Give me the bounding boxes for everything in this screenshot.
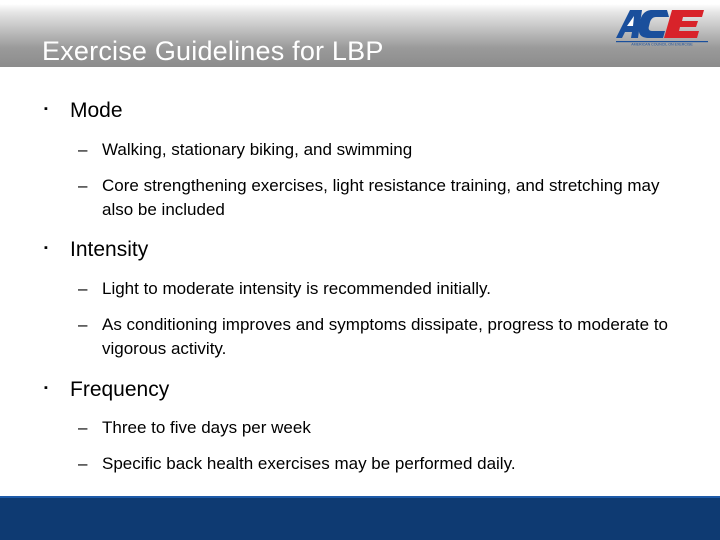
ace-logo [612, 4, 712, 46]
sub-bullet-text: Light to moderate intensity is recommended initially. [102, 279, 491, 298]
svg-text:AMERICAN COUNCIL ON EXERCISE: AMERICAN COUNCIL ON EXERCISE [631, 42, 693, 46]
square-bullet-icon: ▪ [44, 382, 48, 394]
sub-bullet-text: Specific back health exercises may be performed daily. [102, 454, 516, 473]
slide-title: Exercise Guidelines for LBP [42, 36, 384, 66]
section-heading: Intensity [70, 238, 149, 261]
dash-bullet-icon: – [78, 418, 88, 437]
slide-header [0, 0, 720, 67]
slide-footer-bar [0, 496, 720, 540]
sub-bullet-text: Walking, stationary biking, and swimming [102, 140, 413, 159]
sub-bullet-text: As conditioning improves and symptoms dissipate, progress to moderate to vigorous activity. [102, 315, 668, 358]
section-heading: Frequency [70, 378, 170, 401]
dash-bullet-icon: – [78, 454, 88, 473]
dash-bullet-icon: – [78, 140, 88, 159]
section-heading: Mode [70, 99, 123, 122]
dash-bullet-icon: – [78, 315, 88, 334]
dash-bullet-icon: – [78, 176, 88, 195]
square-bullet-icon: ▪ [44, 242, 48, 254]
dash-bullet-icon: – [78, 279, 88, 298]
square-bullet-icon: ▪ [44, 103, 48, 115]
sub-bullet-text: Three to five days per week [102, 418, 311, 437]
sub-bullet-text: Core strengthening exercises, light resistance training, and stretching may also be included [102, 176, 660, 219]
